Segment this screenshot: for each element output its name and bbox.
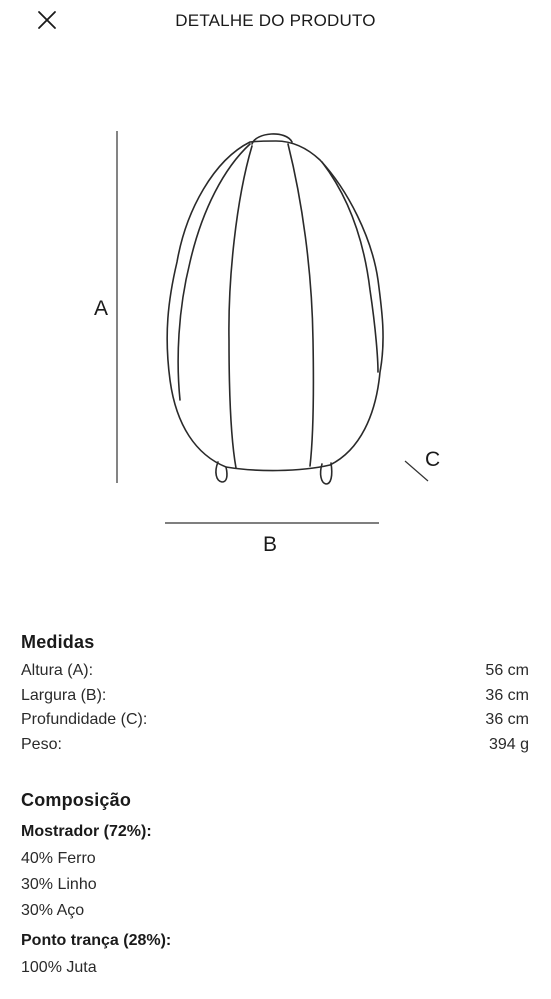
measure-label: Profundidade (C): xyxy=(21,711,148,728)
depth-label: C xyxy=(425,448,441,471)
product-dimension-diagram xyxy=(0,60,551,580)
header-bar xyxy=(0,0,551,44)
measure-label: Peso: xyxy=(21,735,62,753)
measures-section xyxy=(21,632,529,757)
measure-row-weight xyxy=(21,733,529,758)
measure-value: 36 cm xyxy=(485,686,529,704)
measure-value: 394 g xyxy=(488,735,529,753)
measure-row-width xyxy=(21,684,529,709)
composition-title: Composição xyxy=(21,790,132,810)
composition-group-braid xyxy=(21,929,529,981)
measure-row-depth xyxy=(21,708,529,733)
composition-group-title: Ponto trança (28%): xyxy=(21,932,172,949)
measure-label: Altura (A): xyxy=(21,662,94,679)
measure-label: Largura (B): xyxy=(21,686,107,704)
height-label: A xyxy=(94,297,109,320)
composition-group-dial xyxy=(21,820,529,924)
composition-item: 100% Juta xyxy=(21,959,97,976)
measure-value: 36 cm xyxy=(485,711,529,728)
measure-value: 56 cm xyxy=(485,662,529,679)
measures-title: Medidas xyxy=(21,632,95,652)
composition-group-title: Mostrador (72%): xyxy=(21,823,152,840)
width-label: B xyxy=(263,533,278,556)
composition-item: 40% Ferro xyxy=(21,850,96,867)
composition-section xyxy=(21,790,529,981)
measure-row-height xyxy=(21,659,529,684)
lamp-outline-illustration xyxy=(167,134,383,484)
composition-item: 30% Aço xyxy=(21,902,85,919)
composition-item: 30% Linho xyxy=(21,876,97,893)
page-title: DETALHE DO PRODUTO xyxy=(175,11,376,30)
